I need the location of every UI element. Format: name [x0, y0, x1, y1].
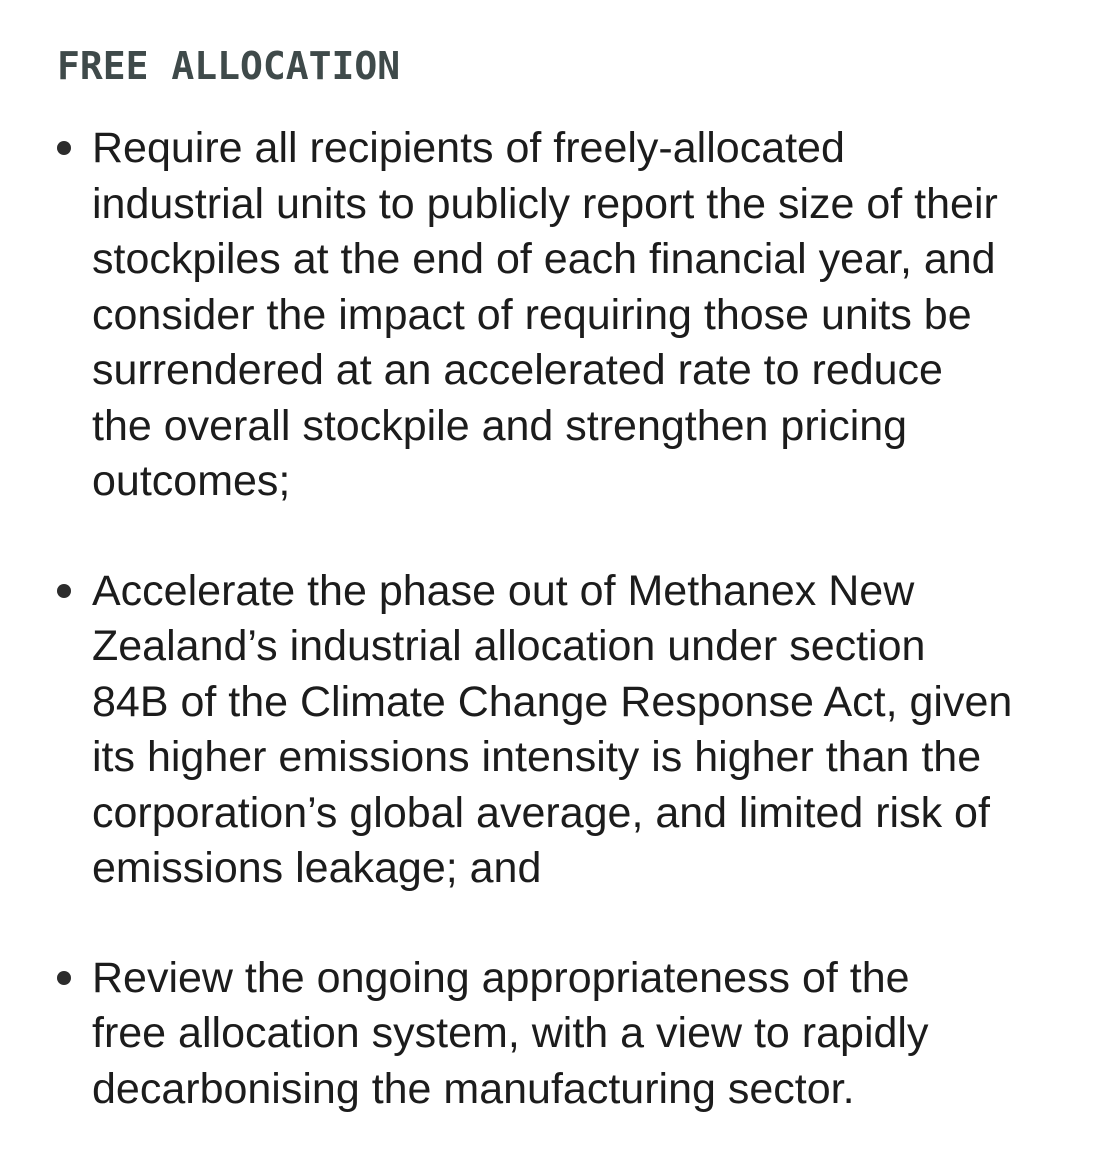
list-item-text [92, 951, 1078, 1118]
bullet-dot-icon [57, 584, 71, 598]
text-line: Require all recipients of freely-allocated [92, 124, 845, 172]
section-heading: FREE ALLOCATION [57, 44, 401, 88]
bullet-dot-icon [57, 971, 71, 985]
recommendation-list [0, 121, 1108, 1171]
text-line: industrial units to publicly report the size of their [92, 179, 998, 228]
text-line: Accelerate the phase out of Methanex New [92, 566, 915, 615]
text-line: the overall stockpile and strengthen pricing [92, 401, 908, 450]
text-line: surrendered at an accelerated rate to reduce [92, 346, 943, 394]
text-line: its higher emissions intensity is higher than the [92, 733, 982, 781]
list-item-text [92, 564, 1078, 897]
text-line: consider the impact of requiring those units be [92, 290, 972, 339]
bullet-dot-icon [57, 141, 71, 155]
text-line: Review the ongoing appropriateness of the [92, 953, 910, 1002]
list-item [0, 121, 1108, 510]
text-line: corporation’s global average, and limited risk of [92, 788, 990, 837]
text-line: 84B of the Climate Change Response Act, given [92, 677, 1013, 726]
list-item [0, 951, 1108, 1118]
list-item-text [92, 121, 1078, 510]
list-item [0, 564, 1108, 897]
text-line: emissions leakage; and [92, 844, 542, 892]
text-line: outcomes; [92, 457, 291, 505]
text-line: stockpiles at the end of each financial year, and [92, 235, 996, 283]
text-line: Zealand’s industrial allocation under section [92, 622, 926, 670]
text-line: decarbonising the manufacturing sector. [92, 1064, 855, 1113]
text-line: free allocation system, with a view to rapidly [92, 1009, 929, 1057]
